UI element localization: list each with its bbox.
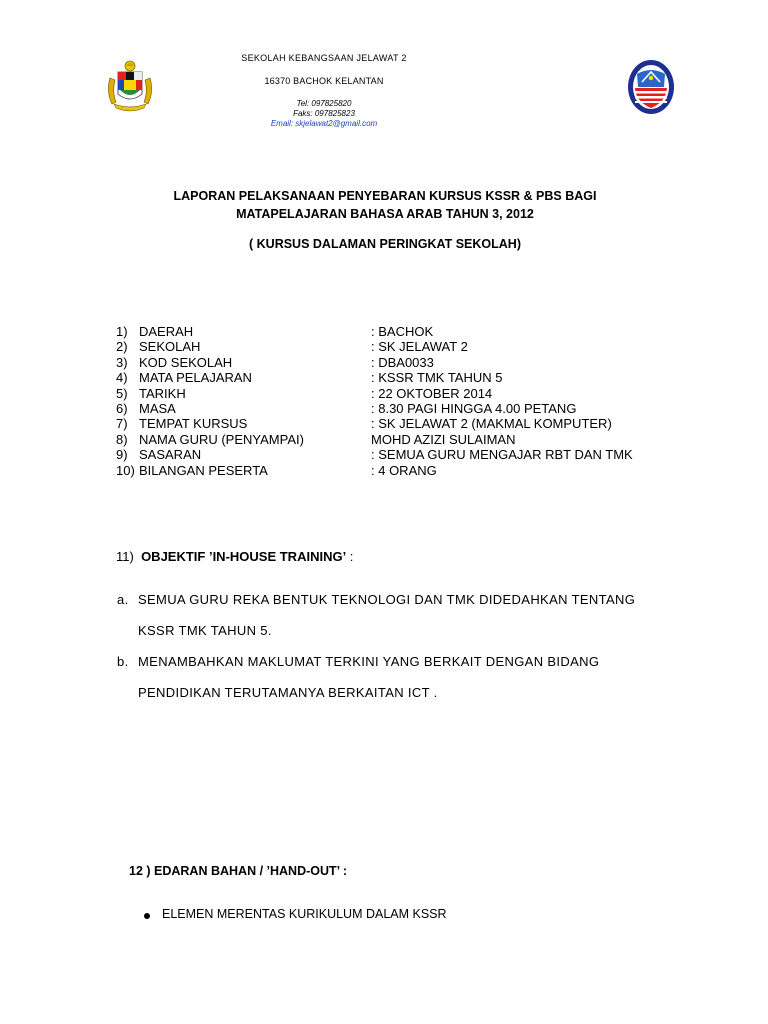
info-number: 6) <box>116 400 128 416</box>
info-label: SASARAN <box>139 447 202 463</box>
info-value: : 22 OKTOBER 2014 <box>371 385 493 401</box>
school-tel: Tel: 097825820 <box>296 99 352 108</box>
objective-title: OBJEKTIF ’IN-HOUSE TRAINING’ <box>141 549 347 564</box>
info-value: : SK JELAWAT 2 <box>371 339 468 355</box>
objective-suffix: : <box>346 549 354 564</box>
info-number: 8) <box>116 431 128 447</box>
info-label: DAERAH <box>139 324 194 339</box>
info-row <box>116 324 716 339</box>
school-name: SEKOLAH KEBANGSAAN JELAWAT 2 <box>241 53 407 63</box>
info-value: : 4 ORANG <box>371 462 437 478</box>
objective-item-b-line-1: MENAMBAHKAN MAKLUMAT TERKINI YANG BERKAIT DENGAN BIDANG <box>138 654 600 669</box>
report-subtitle: ( KURSUS DALAMAN PERINGKAT SEKOLAH) <box>249 237 521 251</box>
info-number: 9) <box>116 447 128 463</box>
info-number: 2) <box>116 339 128 355</box>
school-faks: Faks: 097825823 <box>293 109 355 118</box>
info-row <box>116 401 716 416</box>
info-label: TARIKH <box>139 385 186 401</box>
info-number: 1) <box>116 324 128 339</box>
info-label: TEMPAT KURSUS <box>139 416 248 432</box>
info-row <box>116 386 716 401</box>
report-title-line-2: MATAPELAJARAN BAHASA ARAB TAHUN 3, 2012 <box>236 207 534 221</box>
objective-item-a-line-2: KSSR TMK TAHUN 5. <box>138 623 272 638</box>
objective-item-b-line-2: PENDIDIKAN TERUTAMANYA BERKAITAN ICT . <box>138 685 438 700</box>
info-number: 7) <box>116 416 128 432</box>
info-row <box>116 355 716 370</box>
school-email: Email: skjelawat2@gmail.com <box>270 119 378 128</box>
info-row <box>116 432 716 447</box>
info-number: 3) <box>116 354 128 370</box>
info-row <box>116 416 716 431</box>
malaysia-coat-of-arms-icon <box>104 58 156 116</box>
info-label: NAMA GURU (PENYAMPAI) <box>139 431 304 447</box>
handout-item: ELEMEN MERENTAS KURIKULUM DALAM KSSR <box>162 907 447 921</box>
info-row <box>116 447 716 462</box>
info-value: : 8.30 PAGI HINGGA 4.00 PETANG <box>371 400 577 416</box>
handout-heading: 12 ) EDARAN BAHAN / ’HAND-OUT’ : <box>129 864 348 878</box>
info-number: 5) <box>116 385 128 401</box>
info-value: : BACHOK <box>371 324 434 339</box>
report-title-line-1: LAPORAN PELAKSANAAN PENYEBARAN KURSUS KSSR & PBS BAGI <box>173 189 597 203</box>
info-row <box>116 339 716 354</box>
objective-item-a-line-1: SEMUA GURU REKA BENTUK TEKNOLOGI DAN TMK DIDEDAHKAN TENTANG <box>138 592 636 607</box>
info-label: BILANGAN PESERTA <box>139 462 268 478</box>
bullet-icon <box>144 913 150 919</box>
info-value: : SK JELAWAT 2 (MAKMAL KOMPUTER) <box>371 416 612 432</box>
info-row <box>116 370 716 385</box>
info-label: MATA PELAJARAN <box>139 370 252 386</box>
info-label: SEKOLAH <box>139 339 201 355</box>
objective-number: 11) <box>116 549 134 564</box>
objective-heading <box>116 549 353 564</box>
course-info-list <box>116 324 716 478</box>
info-label: KOD SEKOLAH <box>139 354 233 370</box>
school-address: 16370 BACHOK KELANTAN <box>264 76 384 86</box>
info-number: 10) <box>116 462 135 478</box>
info-row <box>116 463 716 478</box>
info-label: MASA <box>139 400 176 416</box>
objective-item-a-marker: a. <box>117 592 129 607</box>
info-value: : DBA0033 <box>371 354 434 370</box>
info-value: : KSSR TMK TAHUN 5 <box>371 370 503 386</box>
info-value: MOHD AZIZI SULAIMAN <box>371 431 516 447</box>
objective-item-b-marker: b. <box>117 654 129 669</box>
info-number: 4) <box>116 370 128 386</box>
info-value: : SEMUA GURU MENGAJAR RBT DAN TMK <box>371 447 633 463</box>
school-crest-icon <box>626 58 676 116</box>
